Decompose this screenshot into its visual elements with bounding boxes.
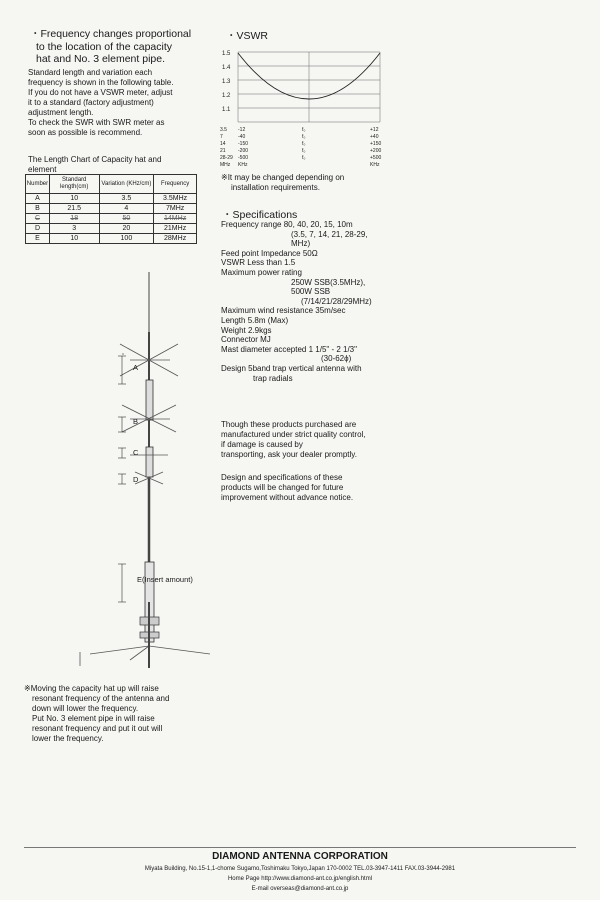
table-cell: A [26,194,50,204]
table-header-row [26,175,197,194]
label-d: D [133,475,139,484]
vswr-chart [220,45,390,125]
spec-mast: Mast diameter accepted 1 1/5" - 2 1/3" [221,344,357,354]
intro-text: Standard length and variation each frequency is shown in the following table. If you do not have a VSWR meter, adjust it to a standard (factory adjustment) adjustment length. To check the SWR with SWR meter as soon as possible is recommend. [28,68,174,137]
footer-divider [24,847,576,848]
section-heading-frequency: ・Frequency changes proportional to the location of the capacity hat and No. 3 element pipe. [30,28,192,65]
table-header: Frequency [154,175,197,194]
antenna-diagram [60,272,220,672]
table-row [26,224,197,234]
vswr-band: 28-29 [220,155,233,161]
spec-connector: Connector MJ [221,335,271,345]
dimension-d [118,474,126,484]
vswr-low: -150 [238,141,249,147]
spec-weight: Weight 2.9kgs [221,325,272,335]
email-link[interactable]: E-mail overseas@diamond-ant.co.jp [251,886,349,892]
spec-vswr: VSWR Less than 1.5 [221,258,296,268]
specifications-list: Frequency range 80, 40, 20, 15, 10m (3.5, 7, 14, 21, 28-29, MHz) Feed point Impedance 50Ω VSWR Less than 1.5 Maximum power rating 250W SSB(3.5MHz), 500W SSB (7/14/21/28/29MHz) Maximum wind resistance 35m/sec Length 5.8m (Max) Weight 2.9kgs Connector MJ Mast diameter accepted 1 1/5" - 2 1/3" (30-62ϕ) Design 5band trap vertical antenna with trap radials [221,220,391,383]
vswr-band: 7 [220,134,223,140]
dimension-c [118,448,126,458]
table-cell: E [26,234,50,244]
spec-wind: Maximum wind resistance 35m/sec [221,306,346,316]
vswr-note: ※It may be changed depending on installation requirements. [221,173,345,192]
vswr-unit: MHz [220,162,231,168]
vswr-high: +200 [370,148,382,154]
vswr-frequency-table [220,126,390,174]
vswr-center: f₀ [302,134,306,140]
vswr-high: +12 [370,127,379,133]
specifications-title: ・Specifications [222,209,298,221]
table-cell: 21MHz [154,224,197,234]
table-cell: D [26,224,50,234]
y-tick-label: 1.3 [222,79,231,85]
spec-feed-point: Feed point Impedance 50Ω [221,248,318,258]
table-row [26,234,197,244]
vswr-high: +40 [370,134,379,140]
vswr-low: -500 [238,155,249,161]
vswr-unit: KHz [238,162,248,168]
trap-coil [146,380,153,420]
y-tick-label: 1.1 [222,107,231,113]
spec-length: Length 5.8m (Max) [221,315,289,325]
company-address: Miyata Building, No.15-1,1-chome Sugamo,Toshimaku Tokyo,Japan 170-0002 TEL.03-3947-1411 FAX.03-3944-2981 [144,866,456,872]
table-cell: 10 [49,194,99,204]
vswr-low: -200 [238,148,249,154]
label-c: C [133,448,139,457]
table-cell: 7MHz [154,204,197,214]
vswr-center: f₀ [302,141,306,147]
vswr-grid [238,52,380,122]
table-cell: 10 [49,234,99,244]
table-cell: 4 [99,204,154,214]
vswr-title: ・VSWR [226,30,268,42]
y-tick-label: 1.4 [222,65,231,71]
table-cell: 21.5 [49,204,99,214]
table-cell: 3.5MHz [154,194,197,204]
y-tick-label: 1.2 [222,93,231,99]
table-cell: C [26,214,50,224]
table-cell: 50 [99,214,154,224]
vswr-low: -40 [238,134,246,140]
dimension-a [118,356,126,384]
table-header: Variation (KHz/cm) [99,175,154,194]
spec-max-power: Maximum power rating [221,267,302,277]
vswr-band: 14 [220,141,226,147]
table-cell: 18 [49,214,99,224]
label-b: B [133,417,139,426]
vswr-unit: KHz [370,162,380,168]
vswr-high: +150 [370,141,382,147]
table-cell: 28MHz [154,234,197,244]
dimension-e [118,564,126,602]
table-row [26,204,197,214]
table-header: Number [26,175,50,194]
vswr-low: -12 [238,127,246,133]
table-cell: 14MHz [154,214,197,224]
dimension-b [118,417,126,432]
length-chart-table [25,174,197,244]
table-cell: B [26,204,50,214]
damage-notice: Though these products purchased are manufactured under strict quality control, if damage is caused by transporting, ask your dealer promptly. [221,420,366,459]
vswr-center: f₀ [302,148,306,154]
trap-coil [146,447,153,477]
homepage-link[interactable]: Home Page http://www.diamond-ant.co.jp/english.html [227,876,373,882]
table-cell: 3 [49,224,99,234]
label-e: E(Insert amount) [137,575,193,584]
spec-design: Design 5band trap vertical antenna with [221,363,362,373]
table-row [26,214,197,224]
table-row [26,194,197,204]
company-name: DIAMOND ANTENNA CORPORATION [212,851,388,862]
y-tick-label: 1.5 [222,51,231,57]
length-chart-title: The Length Chart of Capacity hat and element [28,155,162,174]
adjustment-footnote: ※Moving the capacity hat up will raise resonant frequency of the antenna and down will lower the frequency. Put No. 3 element pipe in will raise resonant frequency and put it out will lower the frequency. [24,684,170,743]
vswr-center: f₀ [302,155,306,161]
vswr-band: 3.5 [220,127,227,133]
design-change-notice: Design and specifications of these products will be changed for future improvement without advance notice. [221,473,354,502]
spec-frequency-range: Frequency range 80, 40, 20, 15, 10m [221,220,353,229]
table-cell: 3.5 [99,194,154,204]
vswr-high: +500 [370,155,382,161]
vswr-center: f₀ [302,127,306,133]
vswr-band: 21 [220,148,226,154]
table-cell: 20 [99,224,154,234]
table-cell: 100 [99,234,154,244]
label-a: A [133,363,139,372]
table-header: Standard length(cm) [49,175,99,194]
